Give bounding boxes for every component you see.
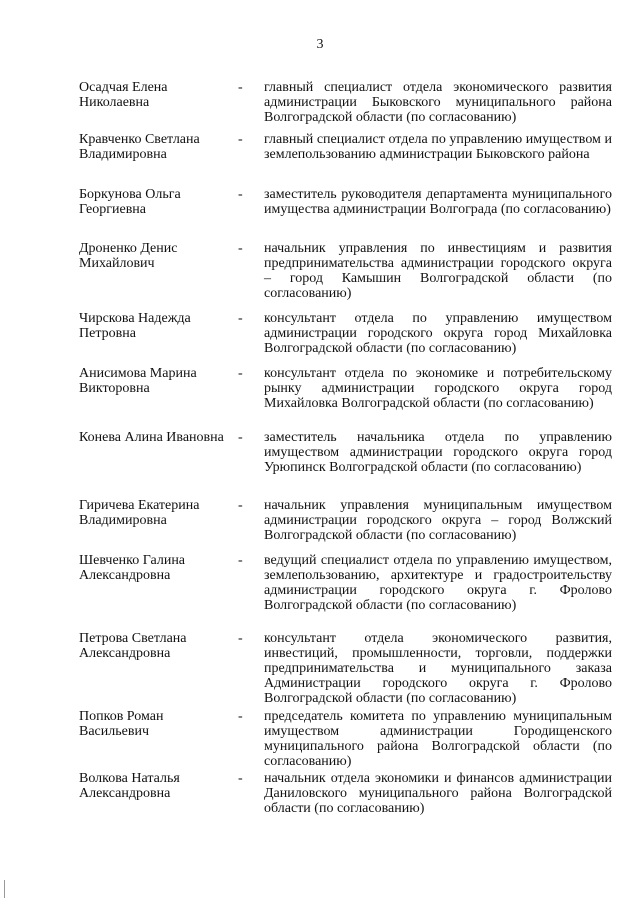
- entry-name: Чирскова Надежда Петровна: [79, 311, 191, 341]
- page-number: 3: [316, 37, 324, 52]
- entry-dash: -: [238, 709, 243, 724]
- entry-name: Осадчая Елена Николаевна: [79, 80, 168, 110]
- entry-description: ведущий специалист отдела по управлению имуществом, землепользованию, архитектуре и градостроительству администрации городского округа г. Фролово Волгоградской области (по согласованию): [264, 553, 612, 613]
- entry-dash: -: [238, 366, 243, 381]
- entry-description: консультант отдела экономического развития, инвестиций, промышленности, торговли, поддержки предпринимательства и муниципального заказа Администрации городского округа г. Фролово Волгоградской области (по согласованию): [264, 631, 612, 706]
- entry-name: Шевченко Галина Александровна: [79, 553, 186, 583]
- entry-dash: -: [238, 241, 243, 256]
- entry-name: Петрова Светлана Александровна: [79, 631, 187, 661]
- entry-dash: -: [238, 631, 243, 646]
- entry-dash: -: [238, 498, 243, 513]
- entry-name: Анисимова Марина Викторовна: [79, 366, 197, 396]
- entry-name: Конева Алина Ивановна: [79, 430, 224, 445]
- entry-description: консультант отдела по экономике и потребительскому рынку администрации городского округа город Михайловка Волгоградской области (по согласованию): [264, 366, 612, 411]
- entry-description: начальник управления по инвестициям и развития предпринимательства администрации городского округа – город Камышин Волгоградской области (по согласованию): [264, 241, 612, 301]
- entry-dash: -: [238, 553, 243, 568]
- entry-description: консультант отдела по управлению имуществом администрации городского округа город Михайловка Волгоградской области (по согласованию): [264, 311, 612, 356]
- entry-name: Волкова Наталья Александровна: [79, 771, 180, 801]
- entry-name: Кравченко Светлана Владимировна: [79, 132, 200, 162]
- entry-description: заместитель начальника отдела по управлению имуществом администрации городского округа город Урюпинск Волгоградской области (по согласованию): [264, 430, 612, 475]
- entry-name: Попков Роман Васильевич: [79, 709, 164, 739]
- entry-dash: -: [238, 311, 243, 326]
- entry-description: заместитель руководителя департамента муниципального имущества администрации Волгограда (по согласованию): [264, 187, 612, 217]
- scan-edge-mark: [4, 880, 5, 898]
- entry-description: председатель комитета по управлению муниципальным имуществом администрации Городищенского муниципального района Волгоградской области (по согласованию): [264, 709, 612, 769]
- entry-description: начальник отдела экономики и финансов администрации Даниловского муниципального района Волгоградской области (по согласованию): [264, 771, 612, 816]
- entry-name: Гиричева Екатерина Владимировна: [79, 498, 200, 528]
- entry-description: главный специалист отдела экономического развития администрации Быковского муниципального района Волгоградской области (по согласованию): [264, 80, 612, 125]
- entry-dash: -: [238, 187, 243, 202]
- entry-dash: -: [238, 430, 243, 445]
- entry-name: Боркунова Ольга Георгиевна: [79, 187, 181, 217]
- entry-dash: -: [238, 771, 243, 786]
- entry-name: Дроненко Денис Михайлович: [79, 241, 178, 271]
- entry-description: главный специалист отдела по управлению имуществом и землепользованию администрации Быковского района: [264, 132, 612, 162]
- entry-description: начальник управления муниципальным имуществом администрации городского округа – город Волжский Волгоградской области (по согласованию): [264, 498, 612, 543]
- entry-dash: -: [238, 132, 243, 147]
- entry-dash: -: [238, 80, 243, 95]
